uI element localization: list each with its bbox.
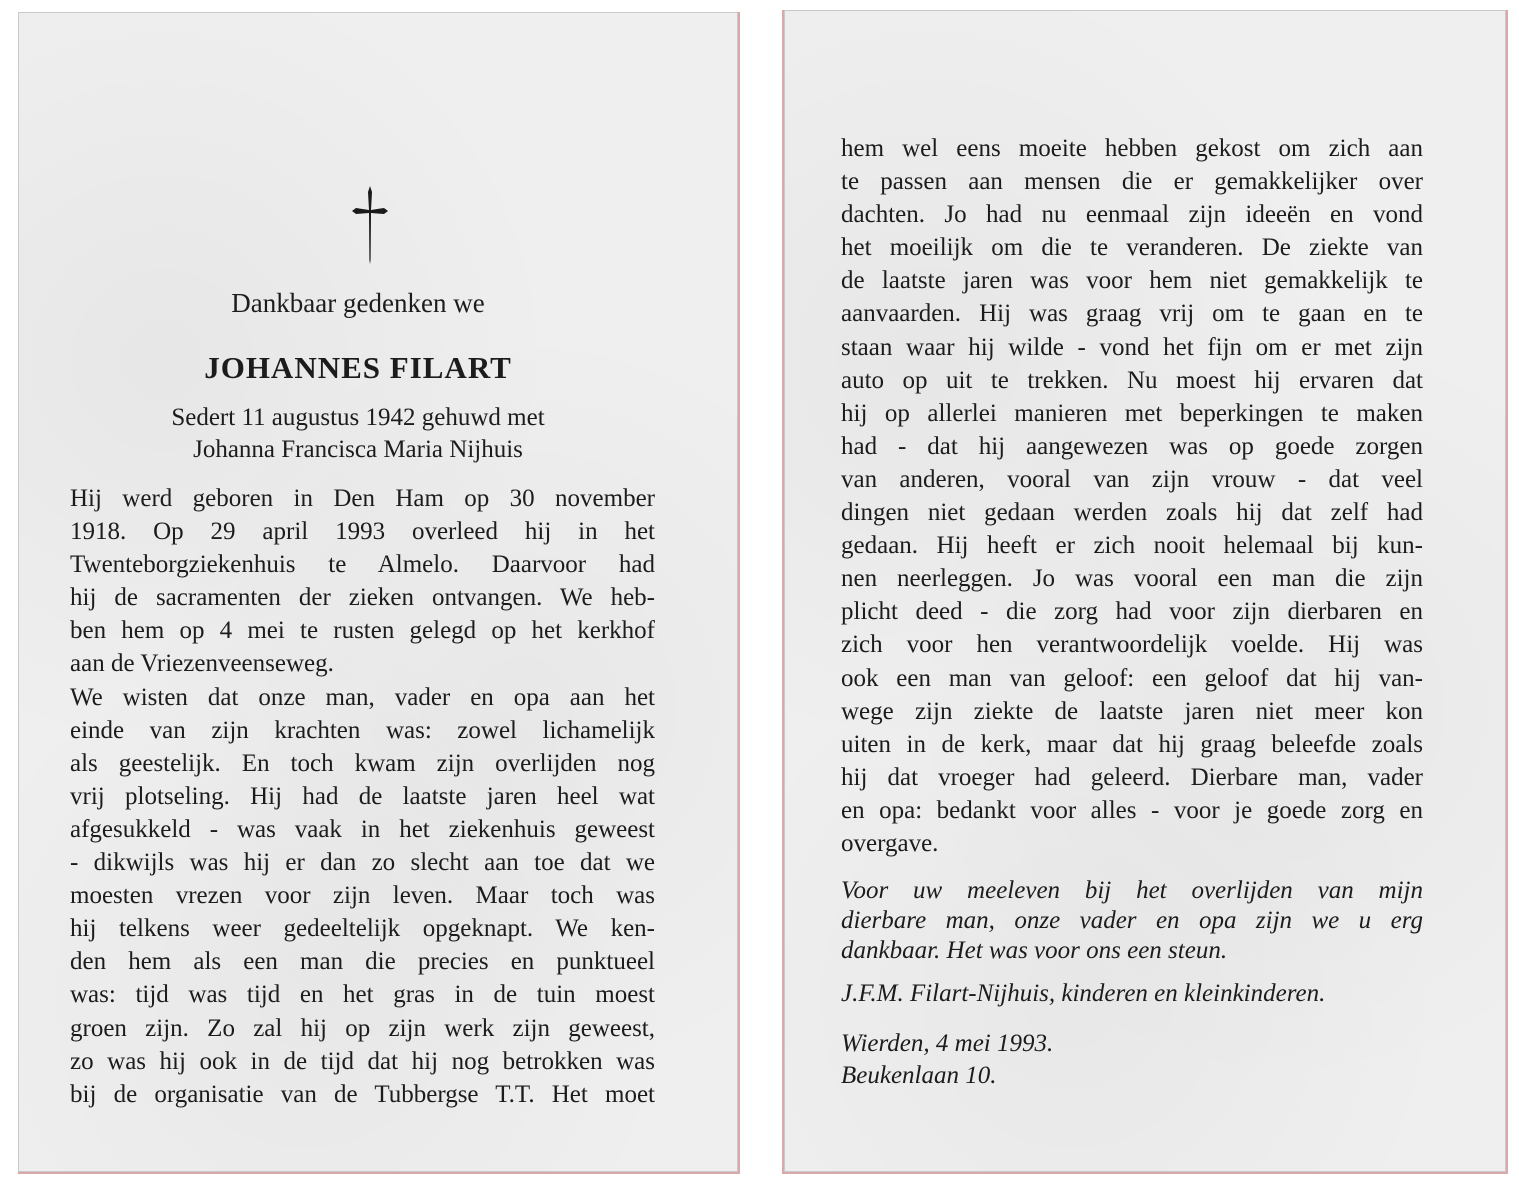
address-line: Beukenlaan 10. [841, 1062, 997, 1089]
biography-text [70, 482, 655, 1111]
text-line: hij op allerlei manieren met beperkingen te maken [841, 399, 1423, 427]
biography-continued-text [841, 132, 1423, 860]
thanks-line: dankbaar. Het was voor ons een steun. [841, 937, 1228, 964]
text-line: auto op uit te trekken. Nu moest hij ervaren dat [841, 366, 1423, 394]
text-line: wege zijn ziekte de laatste jaren niet meer kon [841, 697, 1423, 725]
memorial-card-left-page [18, 12, 740, 1174]
text-line: hij de sacramenten der zieken ontvangen. We heb- [70, 584, 655, 612]
family-signature: J.F.M. Filart-Nijhuis, kinderen en kleinkinderen. [841, 980, 1326, 1007]
text-line: zich voor hen verantwoordelijk voelde. Hij was [841, 631, 1423, 659]
thanks-message [841, 876, 1423, 966]
place-date-line: Wierden, 4 mei 1993. [841, 1030, 1054, 1057]
text-line: - dikwijls was hij er dan zo slecht aan toe dat we [70, 849, 655, 877]
text-line: We wisten dat onze man, vader en opa aan het [70, 683, 655, 711]
text-line: had - dat hij aangewezen was op goede zorgen [841, 432, 1423, 460]
text-line: hij dat vroeger had geleerd. Dierbare man, vader [841, 763, 1423, 791]
text-line: zo was hij ook in de tijd dat hij nog betrokken was [70, 1047, 655, 1075]
text-line: uiten in de kerk, maar dat hij graag beleefde zoals [841, 730, 1423, 758]
deceased-name: JOHANNES FILART [204, 350, 512, 385]
thanks-line: dierbare man, onze vader en opa zijn we u erg [841, 907, 1423, 934]
text-line: groen zijn. Zo zal hij op zijn werk zijn geweest, [70, 1014, 655, 1042]
text-line: van anderen, vooral van zijn vrouw - dat veel [841, 465, 1423, 493]
text-line: overgave. [841, 829, 939, 857]
text-line: dingen niet gedaan werden zoals hij dat zelf had [841, 499, 1423, 527]
text-line: afgesukkeld - was vaak in het ziekenhuis geweest [70, 815, 655, 843]
text-line: nen neerleggen. Jo was vooral een man die zijn [841, 565, 1423, 593]
text-line: staan waar hij wilde - vond het fijn om er met zijn [841, 333, 1423, 361]
cross-icon [350, 184, 390, 266]
text-line: te passen aan mensen die er gemakkelijker over [841, 168, 1423, 196]
text-line: gedaan. Hij heeft er zich nooit helemaal bij kun- [841, 532, 1423, 560]
marriage-date-line: Sedert 11 augustus 1942 gehuwd met [171, 404, 545, 431]
text-line: aan de Vriezenveenseweg. [70, 650, 334, 678]
text-line: den hem als een man die precies en punktueel [70, 948, 655, 976]
text-line: dachten. Jo had nu eenmaal zijn ideeën en vond [841, 201, 1423, 229]
text-line: moesten vrezen voor zijn leven. Maar toch was [70, 882, 655, 910]
text-line: en opa: bedankt voor alles - voor je goede zorg en [841, 796, 1423, 824]
marriage-info [18, 402, 698, 466]
text-line: hij telkens weer gedeeltelijk opgeknapt. We ken- [70, 915, 655, 943]
text-line: ook een man van geloof: een geloof dat hij van- [841, 664, 1423, 692]
text-line: de laatste jaren was voor hem niet gemakkelijk te [841, 267, 1423, 295]
spouse-name-line: Johanna Francisca Maria Nijhuis [193, 436, 523, 463]
text-line: einde van zijn krachten was: zowel lichamelijk [70, 716, 655, 744]
greeting-heading: Dankbaar gedenken we [231, 288, 485, 318]
text-line: Hij werd geboren in Den Ham op 30 november [70, 485, 655, 512]
text-line: bij de organisatie van de Tubbergse T.T. Het moet [70, 1080, 655, 1108]
memorial-card-right-page [782, 10, 1508, 1174]
text-line: plicht deed - die zorg had voor zijn dierbaren en [841, 598, 1423, 626]
text-line: 1918. Op 29 april 1993 overleed hij in het [70, 518, 655, 546]
text-line: als geestelijk. En toch kwam zijn overlijden nog [70, 749, 655, 777]
thanks-line: Voor uw meeleven bij het overlijden van mijn [841, 877, 1423, 904]
text-line: aanvaarden. Hij was graag vrij om te gaan en te [841, 300, 1423, 328]
text-line: ben hem op 4 mei te rusten gelegd op het kerkhof [70, 617, 655, 645]
text-line: het moeilijk om die te veranderen. De ziekte van [841, 234, 1423, 262]
text-line: Twenteborgziekenhuis te Almelo. Daarvoor had [70, 551, 655, 579]
text-line: vrij plotseling. Hij had de laatste jaren heel wat [70, 782, 655, 810]
text-line: hem wel eens moeite hebben gekost om zich aan [841, 135, 1423, 162]
text-line: was: tijd was tijd en het gras in de tuin moest [70, 981, 655, 1009]
place-and-date [841, 1028, 1053, 1092]
